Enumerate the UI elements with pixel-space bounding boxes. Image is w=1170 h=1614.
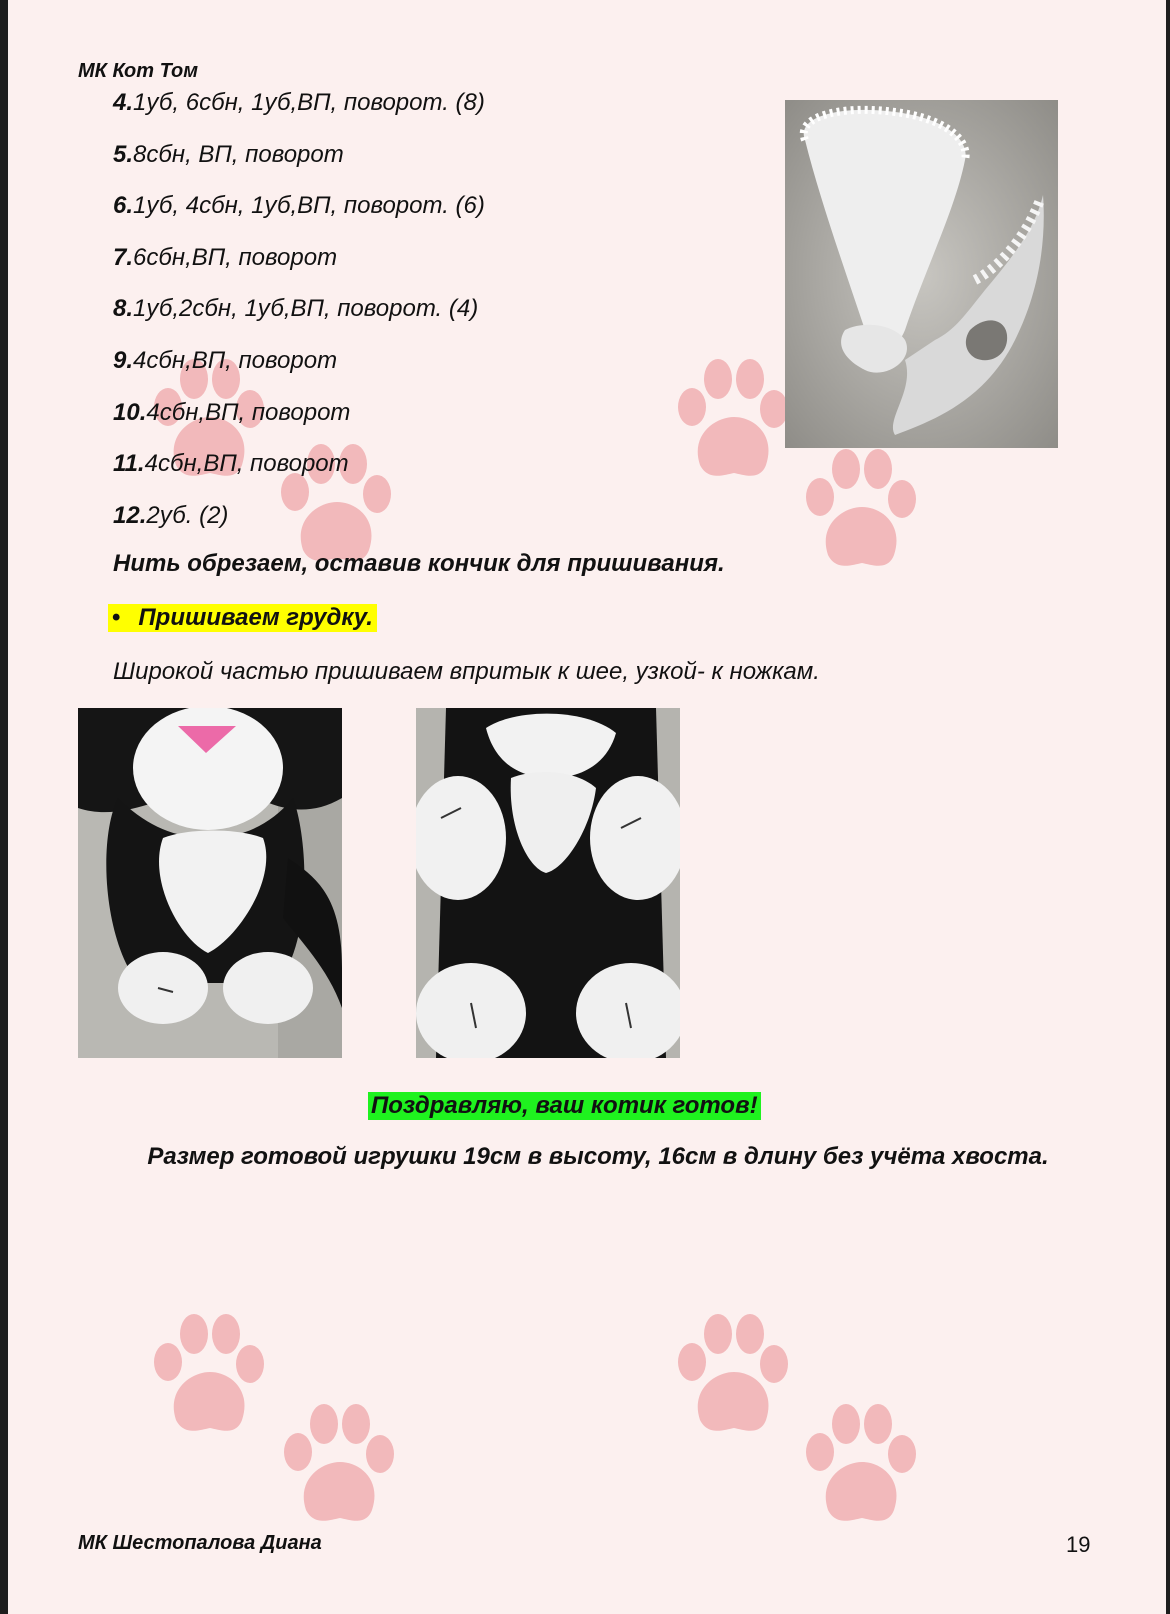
step-number: 12.	[113, 501, 147, 529]
paw-print-icon	[798, 1400, 918, 1530]
step-number: 11.	[113, 450, 145, 478]
step-row	[113, 449, 485, 501]
step-row	[113, 191, 485, 243]
step-number: 9.	[113, 346, 134, 374]
step-text: 4сбн,ВП, поворот	[133, 346, 338, 374]
paw-print-icon	[798, 445, 918, 575]
step-number: 10.	[113, 398, 147, 426]
step-row	[113, 243, 485, 295]
step-row	[113, 346, 485, 398]
step-number: 6.	[113, 192, 134, 220]
paw-print-icon	[670, 355, 790, 485]
cat-chest-belly-photo	[416, 708, 680, 1058]
paw-print-icon	[276, 1400, 396, 1530]
bullet-text: Пришиваем грудку.	[138, 604, 373, 631]
step-number: 8.	[113, 295, 134, 323]
step-text: 1уб, 4сбн, 1уб,ВП, поворот. (6)	[133, 192, 485, 220]
step-number: 4.	[113, 89, 134, 116]
cat-chest-front-photo	[78, 708, 342, 1058]
step-text: 8сбн, ВП, поворот	[133, 140, 344, 168]
footer-author: МК Шестопалова Диана	[78, 1532, 322, 1554]
step-row	[113, 88, 485, 140]
step-row	[113, 398, 485, 450]
paw-print-icon	[670, 1310, 790, 1440]
sew-chest-bullet	[108, 604, 377, 632]
step-row	[113, 294, 485, 346]
step-number: 7.	[113, 243, 134, 271]
step-number: 5.	[113, 140, 134, 168]
step-row	[113, 140, 485, 192]
window-frame-left	[0, 0, 8, 1614]
sew-instruction: Широкой частью пришиваем впритык к шее, узкой- к ножкам.	[113, 658, 820, 685]
white-chest-piece-photo	[785, 100, 1058, 448]
page-number: 19	[1066, 1532, 1091, 1557]
step-text: 6сбн,ВП, поворот	[133, 243, 338, 271]
document-page	[8, 0, 1166, 1614]
paw-print-icon	[146, 1310, 266, 1440]
step-text: 4сбн,ВП, поворот	[146, 398, 351, 426]
document-header: МК Кот Том	[78, 60, 199, 82]
steps-list	[113, 88, 485, 552]
window-frame-right	[1166, 0, 1170, 1614]
step-text: 2уб. (2)	[146, 501, 229, 529]
step-row	[113, 501, 485, 553]
cut-thread-instruction: Нить обрезаем, оставив кончик для пришивания.	[113, 550, 725, 577]
toy-size-text: Размер готовой игрушки 19см в высоту, 16см в длину без учёта хвоста.	[147, 1143, 1049, 1170]
congrats-message: Поздравляю, ваш котик готов!	[368, 1092, 761, 1120]
step-text: 4сбн,ВП, поворот	[144, 450, 349, 478]
bullet-icon: •	[112, 604, 121, 631]
step-text: 1уб,2сбн, 1уб,ВП, поворот. (4)	[133, 295, 479, 323]
step-text: 1уб, 6сбн, 1уб,ВП, поворот. (8)	[133, 89, 485, 116]
